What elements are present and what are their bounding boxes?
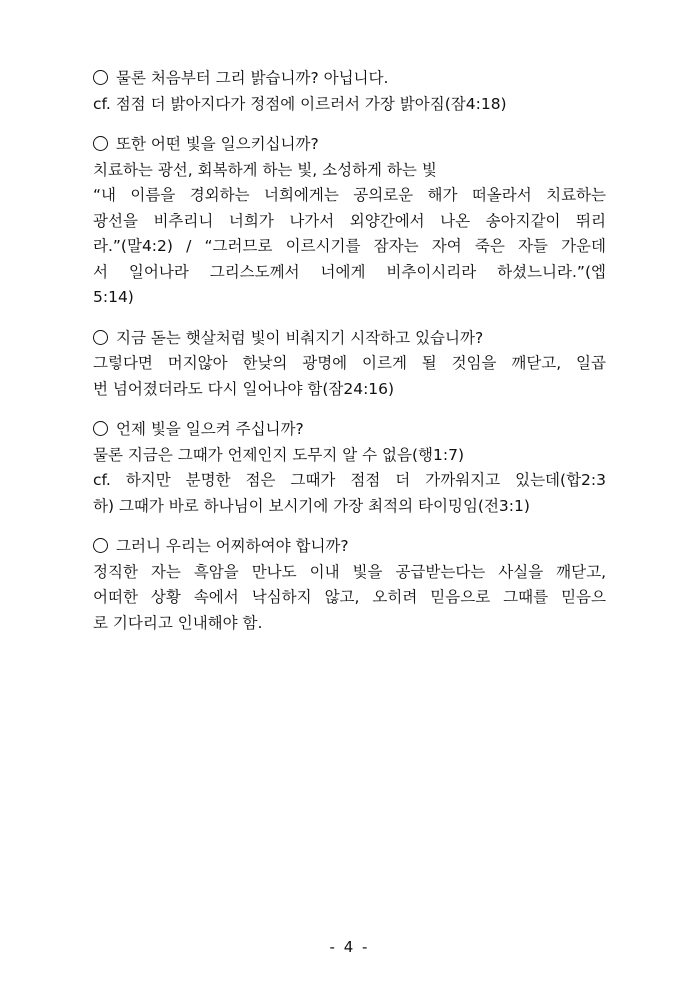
question-line	[93, 534, 606, 560]
question-text: 지금 돋는 햇살처럼 빛이 비춰지기 시작하고 있습니까?	[116, 328, 484, 347]
circle-bullet-icon	[93, 136, 108, 151]
answer-line: “내 이름을 경외하는 너희에게는 공의로운 해가 떠올라서 치료하는	[93, 186, 606, 204]
page-number: - 4 -	[329, 938, 370, 956]
question-line	[93, 132, 606, 158]
answer-line: 번 넘어졌더라도 다시 일어나야 함(잠24:16)	[93, 379, 395, 398]
answer-line: 그렇다면 머지않아 한낮의 광명에 이르게 될 것임을 깨닫고, 일곱	[93, 354, 606, 372]
answer-line: 광선을 비추리니 너희가 나가서 외양간에서 나온 송아지같이 뛰리	[93, 211, 606, 230]
answer-line: 정직한 자는 흑암을 만나도 이내 빛을 공급받는다는 사실을 깨닫고,	[93, 562, 606, 581]
question-line	[93, 417, 606, 443]
answer-line: 로 기다리고 인내해야 함.	[93, 613, 263, 632]
qa-section-2	[93, 132, 606, 311]
qa-section-5	[93, 534, 606, 636]
qa-section-4	[93, 417, 606, 519]
answer-line: cf. 점점 더 밝아지다가 정점에 이르러서 가장 밝아짐(잠4:18)	[93, 94, 507, 113]
answer-line: 하) 그때가 바로 하나님이 보시기에 가장 최적의 타이밍임(전3:1)	[93, 496, 530, 515]
circle-bullet-icon	[93, 330, 108, 345]
answer-line: 물론 지금은 그때가 언제인지 도무지 알 수 없음(행1:7)	[93, 445, 464, 464]
answer-line: 어떠한 상황 속에서 낙심하지 않고, 오히려 믿음으로 그때를 믿음으	[93, 588, 606, 606]
question-text: 그러니 우리는 어찌하여야 합니까?	[116, 537, 349, 555]
circle-bullet-icon	[93, 421, 108, 436]
question-text: 언제 빛을 일으켜 주십니까?	[116, 420, 304, 438]
question-line	[93, 326, 606, 352]
answer-line: 치료하는 광선, 회복하게 하는 빛, 소성하게 하는 빛	[93, 160, 437, 179]
qa-section-1	[93, 66, 606, 117]
answer-line: 5:14)	[93, 288, 134, 306]
qa-section-3	[93, 326, 606, 403]
answer-line: 라.”(말4:2) / “그러므로 이르시기를 잠자는 자여 죽은 자들 가운데	[93, 237, 606, 255]
question-text: 물론 처음부터 그리 밝습니까? 아닙니다.	[116, 69, 389, 87]
answer-line: 서 일어나라 그리스도께서 너에게 비추이시리라 하셨느니라.”(엡	[93, 262, 606, 281]
circle-bullet-icon	[93, 538, 108, 553]
answer-line: cf. 하지만 분명한 점은 그때가 점점 더 가까워지고 있는데(합2:3	[93, 471, 606, 489]
circle-bullet-icon	[93, 70, 108, 85]
document-body	[93, 66, 606, 651]
question-line	[93, 66, 606, 92]
question-text: 또한 어떤 빛을 일으키십니까?	[116, 135, 319, 153]
